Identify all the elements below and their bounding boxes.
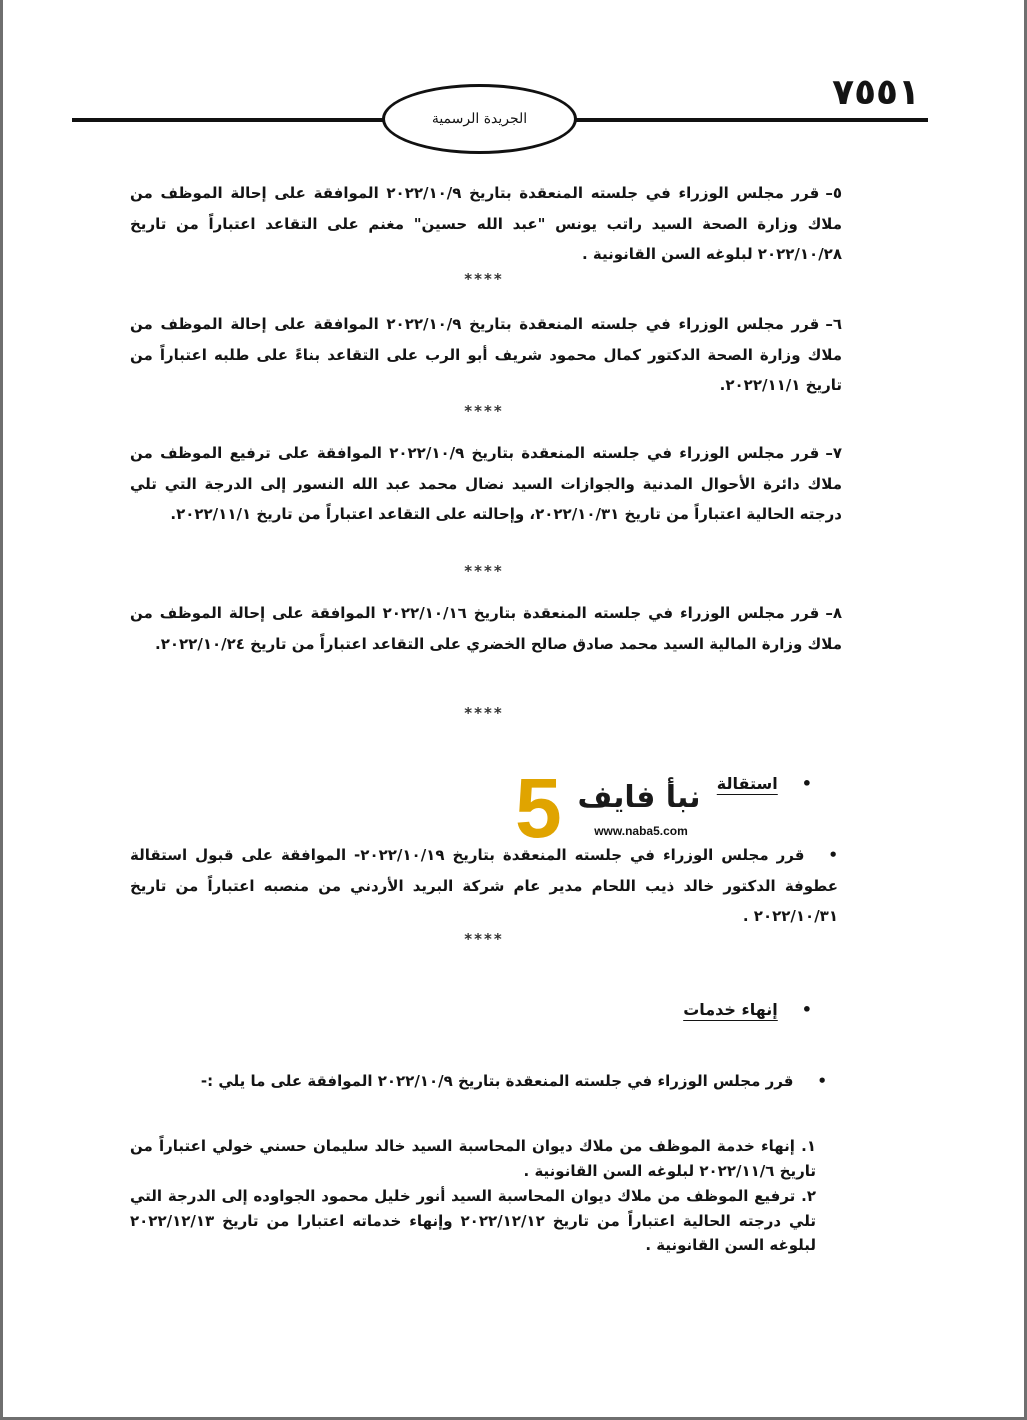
decision-number: ٨–: [825, 604, 842, 622]
item-number: ١.: [801, 1137, 816, 1155]
decision-text: قرر مجلس الوزراء في جلسته المنعقدة بتاريخ ٢٠٢٢/١٠/٩ الموافقة على إحالة الموظف من ملاك وزارة الصحة الدكتور كمال محمود شريف أبو الرب على التقاعد بناءً على طلبه اعتباراً من تاريخ ٢٠٢٢/١١/١.: [130, 315, 842, 394]
decision-number: ٥–: [825, 184, 842, 202]
resignation-title: استقالة: [716, 774, 778, 793]
termination-intro: قرر مجلس الوزراء في جلسته المنعقدة بتاريخ ٢٠٢٢/١٠/٩ الموافقة على ما يلي :-: [200, 1072, 794, 1090]
resignation-text-block: [130, 840, 838, 932]
termination-intro-block: [147, 1066, 827, 1097]
decision-text: قرر مجلس الوزراء في جلسته المنعقدة بتاريخ ٢٠٢٢/١٠/١٦ الموافقة على إحالة الموظف من ملاك وزارة المالية السيد محمد صادق صالح الخضري على التقاعد اعتباراً من تاريخ ٢٠٢٢/١٠/٢٤.: [130, 604, 842, 653]
decision-7: [130, 438, 842, 530]
separator-3: ****: [464, 562, 504, 580]
gazette-title-oval: [382, 84, 577, 154]
decision-text: قرر مجلس الوزراء في جلسته المنعقدة بتاريخ ٢٠٢٢/١٠/٩ الموافقة على إحالة الموظف من ملاك وزارة الصحة السيد راتب يونس "عبد الله حسين" مغنم على التقاعد اعتباراً من تاريخ ٢٠٢٢/١٠/٢٨ لبلوغه السن القانونية .: [130, 184, 842, 263]
separator-4: ****: [464, 704, 504, 722]
decision-number: ٧–: [825, 444, 842, 462]
decision-8: [130, 598, 842, 659]
termination-heading: [683, 1000, 812, 1019]
bullet-icon: •: [801, 774, 812, 793]
bullet-icon: •: [801, 1000, 812, 1019]
watermark-url: www.naba5.com: [594, 824, 688, 838]
item-text: إنهاء خدمة الموظف من ملاك ديوان المحاسبة السيد خالد سليمان حسني خولي اعتباراً من تاريخ ٢٠٢٢/١١/٦ لبلوغه السن القانونية .: [130, 1137, 816, 1180]
resignation-heading: [717, 774, 812, 793]
page-number: ٧٥٥١: [832, 72, 920, 113]
termination-title: إنهاء خدمات: [683, 1000, 778, 1019]
termination-item-1: [130, 1134, 816, 1183]
item-text: ترفيع الموظف من ملاك ديوان المحاسبة السيد أنور خليل محمود الجواوده إلى الدرجة التي تلي درجته الحالية اعتباراً من تاريخ ٢٠٢٢/١٢/١٢ وإنهاء خدماته اعتبارا من تاريخ ٢٠٢٢/١٢/١٣ لبلوغه السن القانونية .: [130, 1187, 816, 1254]
decision-6: [130, 309, 842, 401]
gazette-title: الجريدة الرسمية: [431, 111, 528, 127]
item-number: ٢.: [801, 1187, 816, 1205]
decision-number: ٦–: [825, 315, 842, 333]
watermark-name: نبأ فايف: [577, 780, 701, 815]
watermark-digit: 5: [515, 761, 562, 855]
separator-2: ****: [464, 402, 504, 420]
separator-5: ****: [464, 930, 504, 948]
resignation-text: قرر مجلس الوزراء في جلسته المنعقدة بتاريخ ٢٠٢٢/١٠/١٩- الموافقة على قبول استقالة عطوفة الدكتور خالد ذيب اللحام مدير عام شركة البريد الأردني من منصبه اعتباراً من تاريخ ٢٠٢٢/١٠/٣١ .: [130, 846, 838, 925]
termination-item-2: [130, 1184, 816, 1258]
bullet-icon: •: [817, 1072, 827, 1090]
bullet-icon: •: [828, 846, 838, 864]
decision-text: قرر مجلس الوزراء في جلسته المنعقدة بتاريخ ٢٠٢٢/١٠/٩ الموافقة على ترفيع الموظف من ملاك دائرة الأحوال المدنية والجوازات السيد نضال محمد عبد الله النسور إلى الدرجة التي تلي درجته الحالية اعتباراً من تاريخ ٢٠٢٢/١٠/٣١، وإحالته على التقاعد اعتباراً من تاريخ ٢٠٢٢/١١/١.: [130, 444, 842, 523]
decision-5: [130, 178, 842, 270]
naba5-watermark-logo: [515, 761, 713, 855]
separator-1: ****: [464, 270, 504, 288]
